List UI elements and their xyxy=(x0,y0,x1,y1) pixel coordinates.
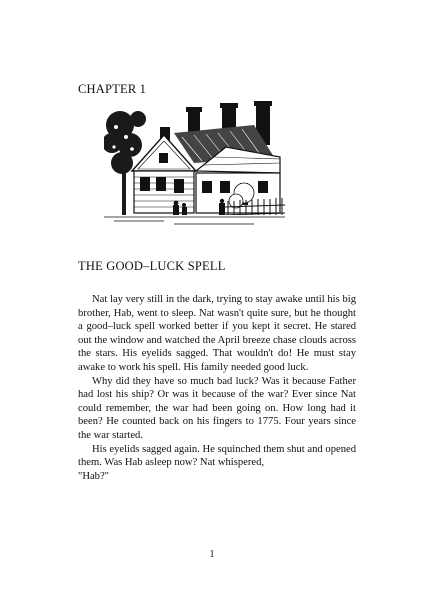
page-number: 1 xyxy=(209,549,215,560)
paragraph: Nat lay very still in the dark, trying to stay awake until his big brother, Hab, went to sleep. Nat wasn't quite sure, but he thought a good–luck spell worked better if you kept it secret. He stared out the window and watched the April breeze chase clouds across the stars. His eyelids sagged. That wouldn't do! He must stay awake to work his spell. His family needed good luck. xyxy=(78,294,356,373)
paragraph: His eyelids sagged again. He squinched them shut and opened them. Was Hab asleep now? Nat whispered, xyxy=(78,443,356,469)
old-houses-ink-drawing-icon xyxy=(104,97,285,233)
paragraph: Why did they have so much bad luck? Was it because Father had lost his ship? Or was it because of the war? Ever since Nat could remember, the war had been going on. How long had it been? He counted back on his fingers to 1775. Four years since the war started. xyxy=(78,375,356,441)
story-text xyxy=(78,293,356,483)
dialogue-line: "Hab?" xyxy=(78,470,110,482)
chapter-title: THE GOOD–LUCK SPELL xyxy=(78,259,226,273)
chapter-heading: CHAPTER 1 xyxy=(78,82,147,96)
